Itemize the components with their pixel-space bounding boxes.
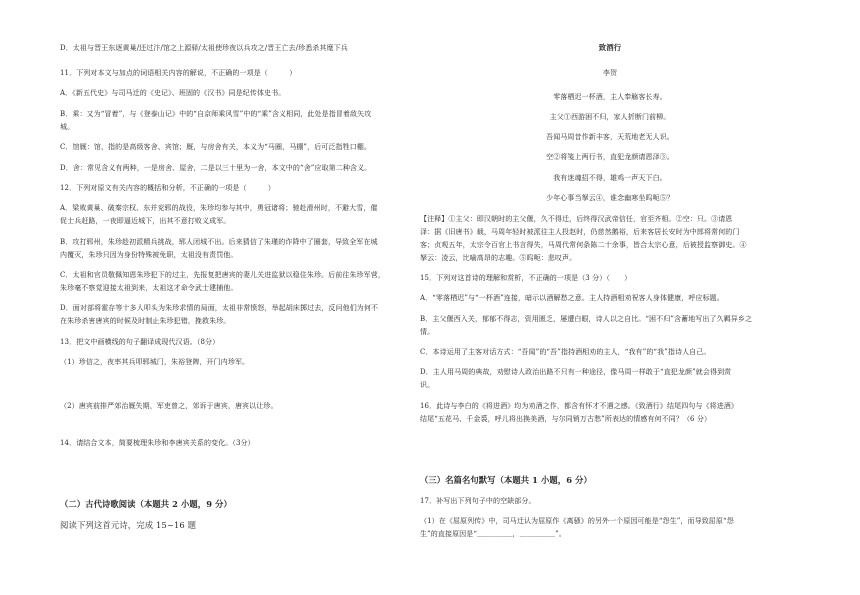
question-12-option-c: C．太祖和官员敬佩知恩朱珍犯下的过主，先报复把唐宾的妻儿关进监狱以稳住朱珍。后前往朱珍军营， [60,271,385,279]
question-12-option-a-cont: 促士兵赶路，一夜即逼近城下，出其不意打败义成军。 [60,217,231,225]
poem-notes: 【注释】①主父：即汉朝时的主父偃，久不得迁，后终得汉武帝信任，官至齐相。②空：只。③请恩 [420,215,733,223]
question-12-option-b-cont: 内覆灭，朱珍只因为身份特殊被免职，太祖没有责罚他。 [60,251,238,259]
question-15: 15．下列对这首诗的理解和赏析，不正确的一项是（3 分）（ ） [420,274,632,282]
question-12-option-a: A．梁败黄巢、破秦宗权、东并兖郓的战役，朱珍均参与其中，勇冠诸将；驰赴滑州时，不避大雪，催 [60,204,378,212]
question-15-option-b-cont: 情。 [420,328,435,336]
poem-line: 空②将笺上两行书，直犯龙颜请恩泽③。 [546,153,674,161]
poem-line: 主父①西游困不归，家人折断门前柳。 [549,113,671,121]
question-13: 13．把文中画横线的句子翻译成现代汉语。（8分） [60,338,220,346]
question-11-option-b: B．乘：又为“冒着”，与《登泰山记》中的“自京师乘风雪”中的“乘”含义相同，此处是指冒着敌矢攻 [60,110,372,118]
question-14: 14．请结合文本，简要梳理朱珍和李唐宾关系的变化。（3分） [60,439,255,447]
poem-line: 少年心事当拏云④，谁念幽寒坐呜呃⑤？ [546,194,674,202]
section-2-instruction: 阅读下列这首元诗，完成 15~16 题 [60,520,197,530]
question-17-item-1-cont: 生”的直接原因是“＿＿＿＿＿，＿＿＿＿＿”。 [420,530,566,538]
poem-notes-cont: 泽：据《旧唐书》载，马周年轻时被派往主人投赵时，仍慈然鹅裕，后来客居长安时为中郎将常何的门 [420,228,740,236]
question-16: 16．此诗与李白的《将进酒》均为劝酒之作，都含有怀才不遇之感。《致酒行》结尾四句与《将进酒》 [420,402,739,410]
question-11-option-a: A．《新五代史》与司马迁的《史记》、班固的《汉书》同是纪传体史书。 [60,89,286,97]
question-15-option-a: A．“零落栖迟”与“一杯酒”连接，暗示以酒解愁之意。主人持酒相劝祝客人身体健康，呼应标题。 [420,294,724,302]
poem-title: 致酒行 [598,43,622,52]
question-16-cont: 结尾“五花马、千金裘，呼儿将出换美酒，与尔同销万古愁”所表达的情感有何不同？（6 分） [420,415,712,423]
question-11-option-d: D．舍：常见含义有两种，一是房舍、屋舍，二是以三十里为一舍，本文中的“舍”应取第二种含义。 [60,164,372,172]
question-12-option-b: B．攻打郓州，朱珍趁初派精兵挑战，郓人闭城不出。后来猜信了朱瑾的诈降中了圈套，导致全军在城 [60,238,378,246]
option-d-text: D．太祖与晋王东逐黄巢/还过汴/馆之上源驿/太祖使珍夜以兵攻之/晋王亡去/珍悉杀其麾下兵 [60,44,348,52]
question-12-option-d: D．面对部将霍存等十多人叩头为朱珍求情的局面，太祖非常愤怒，举起胡床掷过去，反问他们为何不 [60,304,379,312]
question-15-option-b: B．主父偃西入关，郁郁不得志，资用匮乏，屡遭白眼，诗人以之自比。“困不归”含蓄地写出了久羁异乡之 [420,315,753,323]
poem-notes-cont: 客；贞观五年，太宗令百官上书言得失，马周代常何条陈二十余事，皆合太宗心意，后被授监察御史。④ [420,241,747,249]
question-12: 12．下列对原文有关内容的概括和分析，不正确的一项是（ ） [60,184,276,192]
question-11-option-c: C．馆厩：馆，指的是高级客舍、宾馆；厩，与房舍有关，本义为“马圈，马棚”，后可泛指牲口棚。 [60,143,372,151]
question-17-item-1: （1）在《屈原列传》中，司马迁认为屈原作《离骚》的另外一个原因可能是“怨生”，而导致屈原“怨 [420,517,734,525]
section-2-heading: （二）古代诗歌阅读（本题共 2 小题，9 分） [60,499,232,509]
question-11-option-b-cont: 城。 [60,123,75,131]
poem-notes-cont: 拏云：凌云，比喻高昂的志趣。⑤呜呃：悲叹声。 [420,254,577,262]
question-15-option-d-cont: 识。 [420,381,435,389]
section-3-heading: （三）名篇名句默写（本题共 1 小题，6 分） [420,475,592,485]
question-12-option-d-cont: 在朱珍杀害唐宾的时候及时制止朱珍犯错，挽救朱珍。 [60,317,231,325]
poem-line: 我有迷魂招不得，雄鸡一声天下白。 [553,174,667,182]
question-17: 17．补写出下列句子中的空缺部分。 [420,497,536,505]
question-13-item-1: （1）珍信之，夜率其兵叩郓城门，朱裕登陴，开门内珍军。 [60,358,250,366]
poem-line: 零落栖迟一杯酒，主人奉觞客长寿。 [553,93,667,101]
poem-line: 吾闻马周昔作新丰客，天荒地老无人识。 [546,133,674,141]
question-11: 11．下列对本文与加点的词语相关内容的解说，不正确的一项是（ ） [60,69,297,77]
question-15-option-c: C．本诗运用了主客对话方式：“吾闻”的“吾”指持酒相劝的主人，“我有”的“我”指诗人自己。 [420,348,711,356]
poem-author: 李贺 [602,69,618,77]
question-12-option-c-cont: 朱珍毫不察觉迎接太祖到来，太祖这才命令武士建捕他。 [60,284,238,292]
question-13-item-2: （2）唐宾前排严郊治厩失期，军吏曾之，郊诉于唐宾，唐宾以让珍。 [60,402,278,410]
question-15-option-d: D．主人用马周的典故，劝慰诗人政治出路不只有一种途径，像马周一样敢于“直犯龙颜”就会得到赏 [420,368,732,376]
